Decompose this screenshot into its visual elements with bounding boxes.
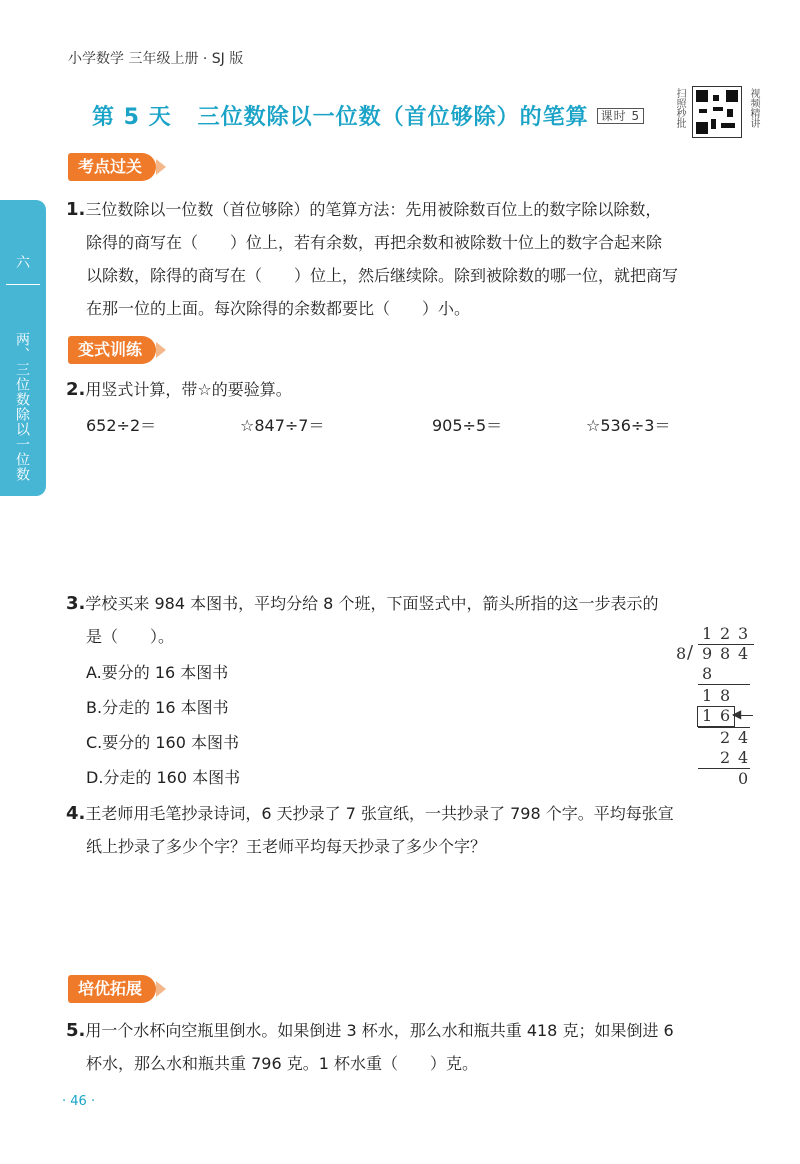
step-digit: 8 bbox=[702, 664, 713, 683]
question-1 bbox=[66, 193, 678, 325]
step-digit: 1 bbox=[702, 686, 713, 705]
step-digit: 4 bbox=[738, 728, 749, 747]
step-digit: 2 bbox=[720, 728, 731, 747]
q2-expression: ☆536÷3＝ bbox=[586, 416, 671, 435]
dividend-digit: 9 bbox=[702, 644, 713, 663]
q1-line: 在那一位的上面。每次除得的余数都要比（ ）小。 bbox=[86, 299, 471, 318]
lesson-tag: 课时 5 bbox=[597, 108, 644, 124]
q3-line: 是（ ）。 bbox=[86, 627, 175, 646]
q4-line: 王老师用毛笔抄录诗词，6 天抄录了 7 张宣纸，一共抄录了 798 个字。平均每张宣 bbox=[85, 804, 674, 823]
q3-option-c[interactable]: C.要分的 160 本图书 bbox=[86, 733, 239, 752]
quotient-digit: 2 bbox=[720, 624, 731, 643]
q5-line: 杯水，那么水和瓶共重 796 克。1 杯水重（ ）克。 bbox=[86, 1054, 478, 1073]
section-peiyou: 培优拓展 bbox=[68, 975, 156, 1003]
page-title bbox=[92, 100, 644, 131]
arrow-left-icon: ◀ bbox=[732, 707, 742, 721]
section-bianshi: 变式训练 bbox=[68, 336, 156, 364]
dividend-digit: 8 bbox=[720, 644, 731, 663]
qr-left-label: 扫照秒批 bbox=[674, 88, 685, 128]
question-3 bbox=[66, 587, 766, 653]
division-bracket: / bbox=[687, 642, 694, 663]
q2-expression: 905÷5＝ bbox=[432, 416, 503, 435]
quotient-digit: 3 bbox=[738, 624, 749, 643]
question-5 bbox=[66, 1014, 674, 1080]
q2-expression: 652÷2＝ bbox=[86, 416, 157, 435]
q4-line: 纸上抄录了多少个字？王老师平均每天抄录了多少个字？ bbox=[86, 837, 487, 856]
q3-option-d[interactable]: D.分走的 160 本图书 bbox=[86, 768, 241, 787]
q2-expression: ☆847÷7＝ bbox=[240, 416, 325, 435]
qr-right-label: 视频精讲 bbox=[748, 88, 759, 128]
q1-number: 1. bbox=[66, 199, 86, 220]
q1-line: 三位数除以一位数（首位够除）的笔算方法：先用被除数百位上的数字除以除数， bbox=[85, 200, 662, 219]
question-4 bbox=[66, 797, 674, 863]
unit-title: 两、三位数除以一位数 bbox=[14, 332, 30, 482]
sidebar-divider bbox=[6, 284, 40, 285]
q3-line: 学校买来 984 本图书，平均分给 8 个班，下面竖式中，箭头所指的这一步表示的 bbox=[85, 594, 659, 613]
quotient-digit: 1 bbox=[702, 624, 713, 643]
step-digit: 8 bbox=[720, 686, 731, 705]
q1-line: 以除数，除得的商写在（ ）位上，然后继续除。除到被除数的哪一位，就把商写 bbox=[86, 266, 679, 285]
q5-line: 用一个水杯向空瓶里倒水。如果倒进 3 杯水，那么水和瓶共重 418 克；如果倒进 6 bbox=[85, 1021, 674, 1040]
book-header: 小学数学 三年级上册 · SJ 版 bbox=[68, 51, 244, 67]
q3-option-a[interactable]: A.要分的 16 本图书 bbox=[86, 663, 229, 682]
unit-sidebar bbox=[0, 200, 46, 496]
q4-number: 4. bbox=[66, 803, 86, 824]
q3-number: 3. bbox=[66, 593, 86, 614]
divisor: 8 bbox=[676, 644, 687, 663]
dividend-digit: 4 bbox=[738, 644, 749, 663]
step-digit: 1 bbox=[702, 706, 713, 725]
q5-number: 5. bbox=[66, 1020, 86, 1041]
step-digit: 4 bbox=[738, 748, 749, 767]
q1-line: 除得的商写在（ ）位上，若有余数，再把余数和被除数十位上的数字合起来除 bbox=[86, 233, 663, 252]
question-2 bbox=[66, 373, 292, 406]
unit-number: 六 bbox=[16, 255, 30, 271]
q2-text: 用竖式计算，带☆的要验算。 bbox=[85, 380, 292, 399]
page-number: · 46 · bbox=[62, 1094, 96, 1109]
step-line bbox=[698, 684, 750, 685]
title-text: 三位数除以一位数（首位够除）的笔算 bbox=[197, 105, 589, 130]
qr-code-icon[interactable] bbox=[692, 86, 742, 138]
remainder: 0 bbox=[738, 769, 749, 788]
day-label: 第 5 天 bbox=[92, 105, 172, 130]
step-digit: 2 bbox=[720, 748, 731, 767]
q3-option-b[interactable]: B.分走的 16 本图书 bbox=[86, 698, 229, 717]
step-digit: 6 bbox=[720, 706, 731, 725]
section-kaodian: 考点过关 bbox=[68, 153, 156, 181]
q2-number: 2. bbox=[66, 379, 86, 400]
